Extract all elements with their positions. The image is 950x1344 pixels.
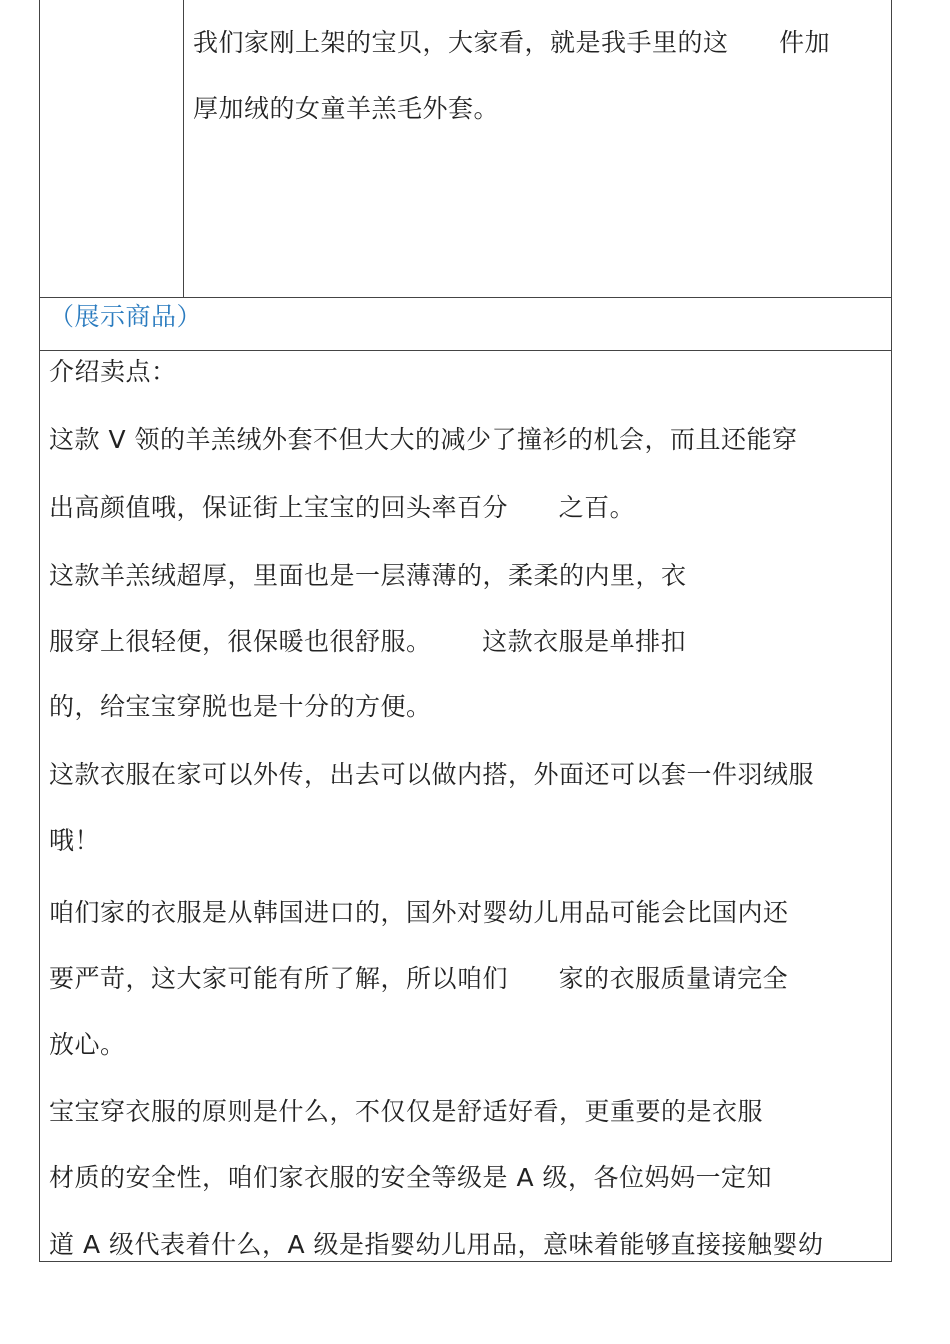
table-border-right: [891, 0, 892, 1262]
text-line: 服穿上很轻便，很保暖也很舒服。 这款衣服是单排扣: [49, 627, 687, 656]
text-line: 的，给宝宝穿脱也是十分的方便。: [49, 692, 432, 721]
text-line: 我们家刚上架的宝贝，大家看，就是我手里的这 件加: [193, 28, 831, 57]
text-line: 厚加绒的女童羊羔毛外套。: [193, 94, 500, 123]
text-line: 宝宝穿衣服的原则是什么，不仅仅是舒适好看，更重要的是衣服: [49, 1097, 764, 1126]
cell-left-empty: [40, 0, 183, 297]
text-line: 放心。: [49, 1030, 126, 1059]
section-heading: 介绍卖点：: [49, 357, 177, 386]
text-line: 要严苛，这大家可能有所了解，所以咱们 家的衣服质量请完全: [49, 964, 789, 993]
row-divider-1: [39, 297, 892, 298]
row-divider-2: [39, 350, 892, 351]
column-divider: [183, 0, 184, 297]
text-line: 出高颜值哦，保证街上宝宝的回头率百分 之百。: [49, 493, 636, 522]
text-line: 这款衣服在家可以外传，出去可以做内搭，外面还可以套一件羽绒服: [49, 760, 815, 789]
script-table: [39, 0, 892, 1262]
text-line: 这款 V 领的羊羔绒外套不但大大的减少了撞衫的机会，而且还能穿: [49, 425, 798, 454]
text-line: 材质的安全性，咱们家衣服的安全等级是 A 级，各位妈妈一定知: [49, 1163, 772, 1192]
text-line: 这款羊羔绒超厚，里面也是一层薄薄的，柔柔的内里，衣: [49, 561, 687, 590]
stage-direction: （展示商品）: [49, 302, 203, 331]
text-line: 哦！: [49, 826, 101, 855]
text-line: 咱们家的衣服是从韩国进口的，国外对婴幼儿用品可能会比国内还: [49, 898, 789, 927]
table-border-bottom: [39, 1261, 892, 1262]
text-line: 道 A 级代表着什么，A 级是指婴幼儿用品，意味着能够直接接触婴幼: [49, 1230, 824, 1259]
